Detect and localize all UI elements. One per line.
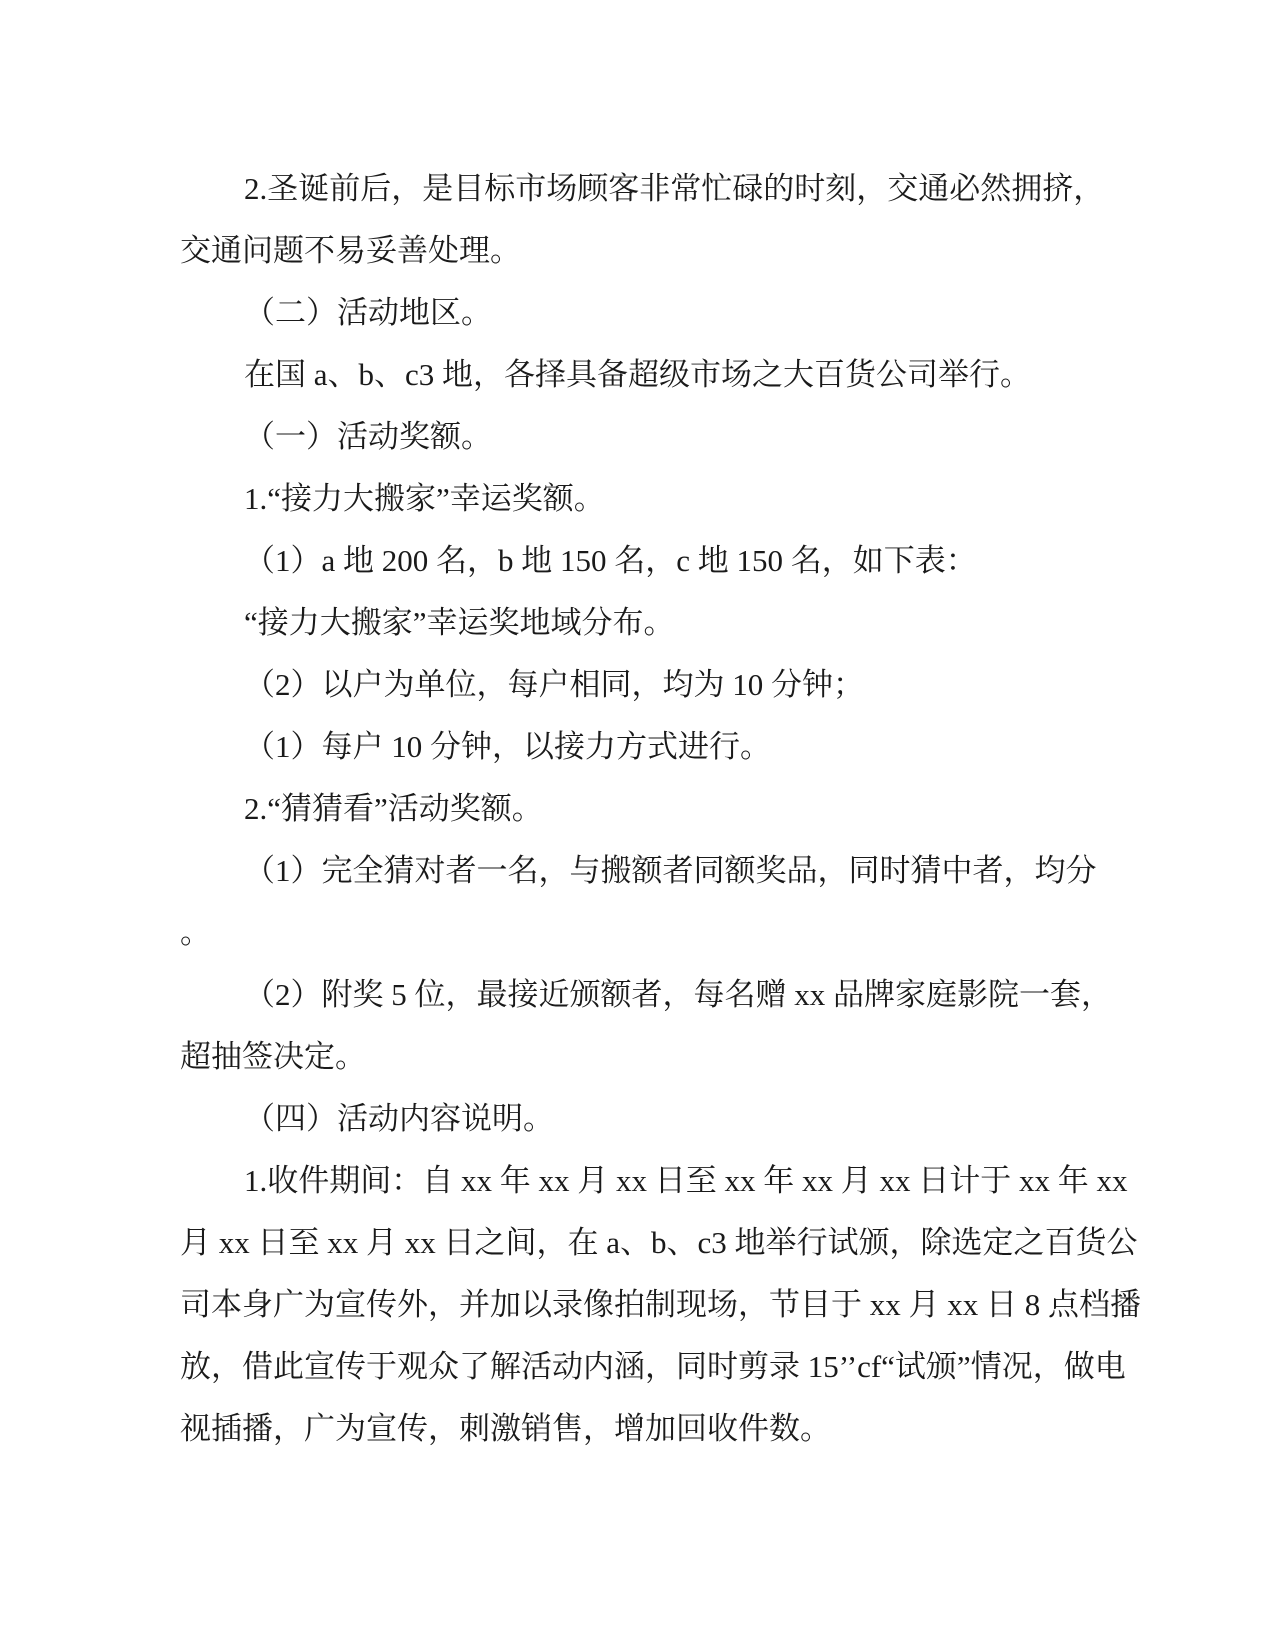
- text-line: 交通问题不易妥善处理。: [180, 233, 521, 268]
- text-line: （四）活动内容说明。: [244, 1101, 554, 1136]
- text-line: 2.圣诞前后，是目标市场顾客非常忙碌的时刻，交通必然拥挤，: [244, 171, 1105, 206]
- text-line: 2.“猜猜看”活动奖额。: [244, 791, 543, 826]
- text-line: 。: [180, 915, 211, 950]
- text-line: 放，借此宣传于观众了解活动内涵，同时剪录 15’’cf“试颁”情况，做电: [180, 1349, 1126, 1384]
- text-line: “接力大搬家”幸运奖地域分布。: [244, 605, 675, 640]
- text-line: （1）a 地 200 名，b 地 150 名，c 地 150 名，如下表：: [244, 543, 977, 578]
- text-line: 超抽签决定。: [180, 1039, 366, 1074]
- text-line: （2）以户为单位，每户相同，均为 10 分钟；: [244, 667, 864, 702]
- text-line: （1）完全猜对者一名，与搬额者同额奖品，同时猜中者，均分: [244, 853, 1097, 888]
- text-line: 月 xx 日至 xx 月 xx 日之间，在 a、b、c3 地举行试颁，除选定之百货公: [180, 1225, 1138, 1260]
- text-line: （二）活动地区。: [244, 295, 492, 330]
- text-line: 司本身广为宣传外，并加以录像拍制现场，节目于 xx 月 xx 日 8 点档播: [180, 1287, 1141, 1322]
- text-line: （1）每户 10 分钟，以接力方式进行。: [244, 729, 771, 764]
- text-line: 1.“接力大搬家”幸运奖额。: [244, 481, 605, 516]
- text-line: 视插播，广为宣传，刺激销售，增加回收件数。: [180, 1411, 831, 1446]
- text-line: 1.收件期间：自 xx 年 xx 月 xx 日至 xx 年 xx 月 xx 日计于 xx 年 xx: [244, 1163, 1128, 1198]
- text-line: （2）附奖 5 位，最接近颁额者，每名赠 xx 品牌家庭影院一套，: [244, 977, 1112, 1012]
- document-body: [180, 158, 1141, 1460]
- text-line: （一）活动奖额。: [244, 419, 492, 454]
- text-line: 在国 a、b、c3 地，各择具备超级市场之大百货公司举行。: [244, 357, 1032, 392]
